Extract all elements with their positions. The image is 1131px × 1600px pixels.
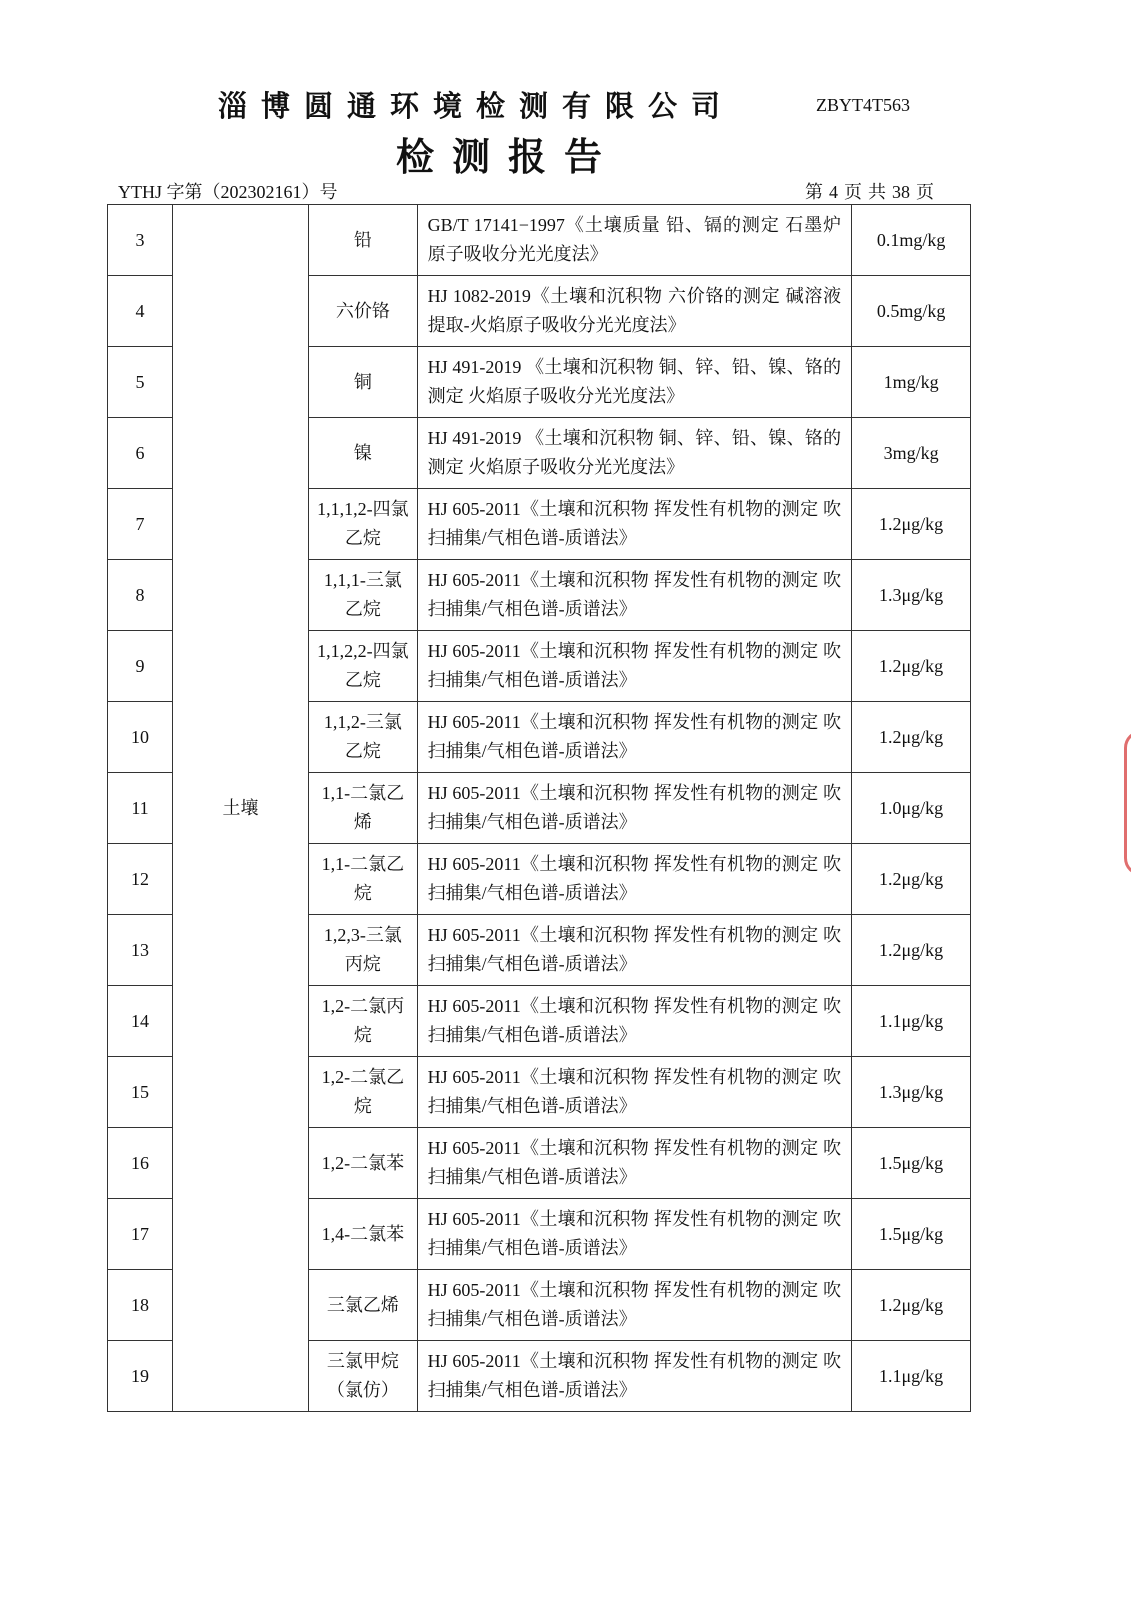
test-method: HJ 605-2011《土壤和沉积物 挥发性有机物的测定 吹扫捕集/气相色谱-质谱法》 bbox=[417, 489, 852, 560]
detection-limit: 1.2μg/kg bbox=[852, 631, 971, 702]
row-number: 5 bbox=[108, 347, 173, 418]
document-code: ZBYT4T563 bbox=[816, 95, 910, 115]
row-number: 17 bbox=[108, 1199, 173, 1270]
detection-limit: 1.2μg/kg bbox=[852, 844, 971, 915]
test-method: HJ 605-2011《土壤和沉积物 挥发性有机物的测定 吹扫捕集/气相色谱-质谱法》 bbox=[417, 560, 852, 631]
test-method: HJ 491-2019 《土壤和沉积物 铜、锌、铅、镍、铬的测定 火焰原子吸收分光光度法》 bbox=[417, 418, 852, 489]
test-method: HJ 605-2011《土壤和沉积物 挥发性有机物的测定 吹扫捕集/气相色谱-质谱法》 bbox=[417, 1341, 852, 1412]
test-item: 1,2-二氯丙烷 bbox=[309, 986, 418, 1057]
test-method: HJ 605-2011《土壤和沉积物 挥发性有机物的测定 吹扫捕集/气相色谱-质谱法》 bbox=[417, 631, 852, 702]
page-current: 4 bbox=[829, 182, 838, 202]
detection-limit: 1.2μg/kg bbox=[852, 702, 971, 773]
row-number: 16 bbox=[108, 1128, 173, 1199]
test-item: 六价铬 bbox=[309, 276, 418, 347]
detection-limit: 1.5μg/kg bbox=[852, 1128, 971, 1199]
row-number: 18 bbox=[108, 1270, 173, 1341]
row-number: 13 bbox=[108, 915, 173, 986]
row-number: 6 bbox=[108, 418, 173, 489]
detection-limit: 1mg/kg bbox=[852, 347, 971, 418]
detection-limit: 1.1μg/kg bbox=[852, 986, 971, 1057]
test-item: 三氯乙烯 bbox=[309, 1270, 418, 1341]
row-number: 15 bbox=[108, 1057, 173, 1128]
detection-limit: 1.2μg/kg bbox=[852, 1270, 971, 1341]
test-method: HJ 605-2011《土壤和沉积物 挥发性有机物的测定 吹扫捕集/气相色谱-质谱法》 bbox=[417, 773, 852, 844]
detection-method-table bbox=[107, 204, 971, 1412]
page-total: 38 bbox=[892, 182, 910, 202]
test-method: HJ 605-2011《土壤和沉积物 挥发性有机物的测定 吹扫捕集/气相色谱-质谱法》 bbox=[417, 702, 852, 773]
test-method: GB/T 17141−1997《土壤质量 铅、镉的测定 石墨炉原子吸收分光光度法》 bbox=[417, 205, 852, 276]
page-label-mid2: 共 bbox=[868, 182, 886, 202]
detection-limit: 1.3μg/kg bbox=[852, 560, 971, 631]
test-item: 镍 bbox=[309, 418, 418, 489]
page-label-suffix: 页 bbox=[916, 182, 934, 202]
table-row bbox=[108, 205, 971, 276]
sample-type: 土壤 bbox=[172, 205, 308, 1412]
row-number: 4 bbox=[108, 276, 173, 347]
test-item: 1,2,3-三氯丙烷 bbox=[309, 915, 418, 986]
test-item: 1,1,1,2-四氯乙烷 bbox=[309, 489, 418, 560]
test-item: 铜 bbox=[309, 347, 418, 418]
detection-limit: 1.1μg/kg bbox=[852, 1341, 971, 1412]
test-item: 1,4-二氯苯 bbox=[309, 1199, 418, 1270]
test-item: 铅 bbox=[309, 205, 418, 276]
test-method: HJ 605-2011《土壤和沉积物 挥发性有机物的测定 吹扫捕集/气相色谱-质谱法》 bbox=[417, 1128, 852, 1199]
test-item: 1,1-二氯乙烯 bbox=[309, 773, 418, 844]
test-method: HJ 605-2011《土壤和沉积物 挥发性有机物的测定 吹扫捕集/气相色谱-质谱法》 bbox=[417, 1270, 852, 1341]
detection-limit: 1.5μg/kg bbox=[852, 1199, 971, 1270]
test-item: 1,1,1-三氯乙烷 bbox=[309, 560, 418, 631]
row-number: 9 bbox=[108, 631, 173, 702]
test-item: 三氯甲烷（氯仿） bbox=[309, 1341, 418, 1412]
row-number: 8 bbox=[108, 560, 173, 631]
detection-limit: 3mg/kg bbox=[852, 418, 971, 489]
test-item: 1,2-二氯苯 bbox=[309, 1128, 418, 1199]
row-number: 12 bbox=[108, 844, 173, 915]
test-item: 1,1-二氯乙烷 bbox=[309, 844, 418, 915]
detection-limit: 1.2μg/kg bbox=[852, 489, 971, 560]
page-label-mid1: 页 bbox=[844, 182, 862, 202]
detection-limit: 0.1mg/kg bbox=[852, 205, 971, 276]
seal-stamp bbox=[1124, 730, 1131, 876]
page-label-prefix: 第 bbox=[805, 182, 823, 202]
page-indicator bbox=[802, 178, 937, 204]
test-method: HJ 605-2011《土壤和沉积物 挥发性有机物的测定 吹扫捕集/气相色谱-质谱法》 bbox=[417, 1057, 852, 1128]
company-name: 淄博圆通环境检测有限公司 bbox=[218, 89, 735, 123]
detection-limit: 1.0μg/kg bbox=[852, 773, 971, 844]
detection-limit: 0.5mg/kg bbox=[852, 276, 971, 347]
test-method: HJ 605-2011《土壤和沉积物 挥发性有机物的测定 吹扫捕集/气相色谱-质谱法》 bbox=[417, 1199, 852, 1270]
row-number: 19 bbox=[108, 1341, 173, 1412]
detection-limit: 1.3μg/kg bbox=[852, 1057, 971, 1128]
report-number: YTHJ 字第（202302161）号 bbox=[118, 182, 338, 202]
test-method: HJ 1082-2019《土壤和沉积物 六价铬的测定 碱溶液提取-火焰原子吸收分光光度法》 bbox=[417, 276, 852, 347]
test-item: 1,1,2-三氯乙烷 bbox=[309, 702, 418, 773]
row-number: 10 bbox=[108, 702, 173, 773]
test-method: HJ 605-2011《土壤和沉积物 挥发性有机物的测定 吹扫捕集/气相色谱-质谱法》 bbox=[417, 844, 852, 915]
row-number: 3 bbox=[108, 205, 173, 276]
test-item: 1,1,2,2-四氯乙烷 bbox=[309, 631, 418, 702]
row-number: 11 bbox=[108, 773, 173, 844]
test-method: HJ 605-2011《土壤和沉积物 挥发性有机物的测定 吹扫捕集/气相色谱-质谱法》 bbox=[417, 986, 852, 1057]
detection-limit: 1.2μg/kg bbox=[852, 915, 971, 986]
report-title: 检测报告 bbox=[396, 134, 621, 179]
row-number: 14 bbox=[108, 986, 173, 1057]
test-method: HJ 491-2019 《土壤和沉积物 铜、锌、铅、镍、铬的测定 火焰原子吸收分光光度法》 bbox=[417, 347, 852, 418]
test-item: 1,2-二氯乙烷 bbox=[309, 1057, 418, 1128]
test-method: HJ 605-2011《土壤和沉积物 挥发性有机物的测定 吹扫捕集/气相色谱-质谱法》 bbox=[417, 915, 852, 986]
row-number: 7 bbox=[108, 489, 173, 560]
